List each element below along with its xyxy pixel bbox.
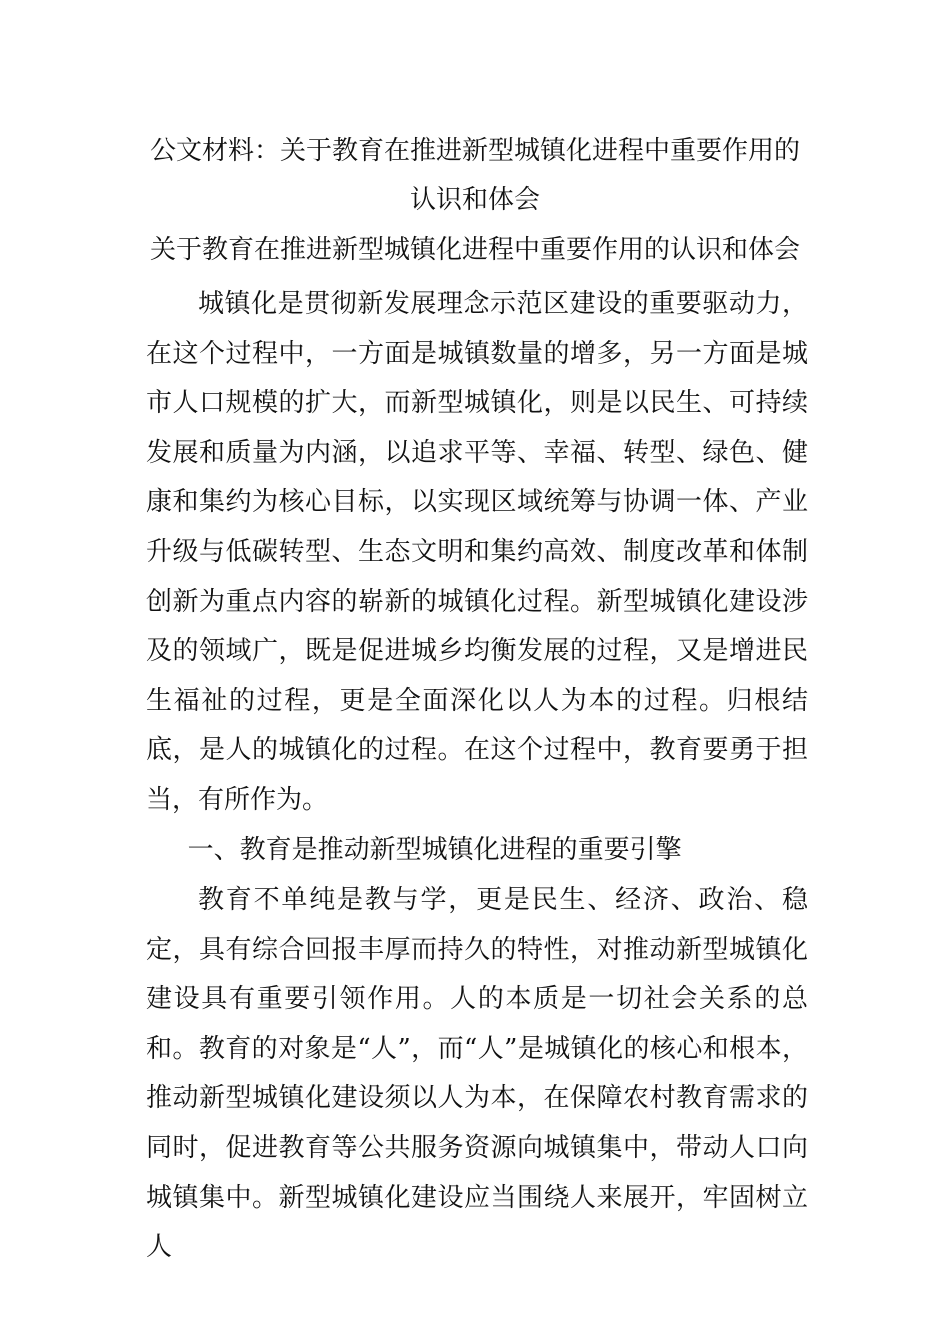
document-title-line-1: 公文材料：关于教育在推进新型城镇化进程中重要作用的 [149,136,800,166]
document-title-line-2: 认识和体会 [409,185,540,215]
section-paragraph: 教育不单纯是教与学，更是民生、经济、政治、稳定，具有综合回报丰厚而持久的特性，对推动新型城镇化建设具有重要引领作用。人的本质是一切社会关系的总和。教育的对象是“人”，而“人”是城镇化的核心和根本，推动新型城镇化建设须以人为本，在保障农村教育需求的同时，促进教育等公共服务资源向城镇集中，带动人口向城镇集中。新型城镇化建设应当围绕人来展开，牢固树立人 [146,885,808,1263]
document-subtitle: 关于教育在推进新型城镇化进程中重要作用的认识和体会 [150,235,801,265]
intro-paragraph: 城镇化是贯彻新发展理念示范区建设的重要驱动力，在这个过程中，一方面是城镇数量的增多，另一方面是城市人口规模的扩大，而新型城镇化，则是以民生、可持续发展和质量为内涵，以追求平等、幸福、转型、绿色、健康和集约为核心目标，以实现区域统筹与协调一体、产业升级与低碳转型、生态文明和集约高效、制度改革和体制创新为重点内容的崭新的城镇化过程。新型城镇化建设涉及的领域广，既是促进城乡均衡发展的过程，又是增进民生福祉的过程，更是全面深化以人为本的过程。归根结底，是人的城镇化的过程。在这个过程中，教育要勇于担当，有所作为。 [146,289,808,815]
section-heading: 一、教育是推动新型城镇化进程的重要引擎 [187,835,682,865]
